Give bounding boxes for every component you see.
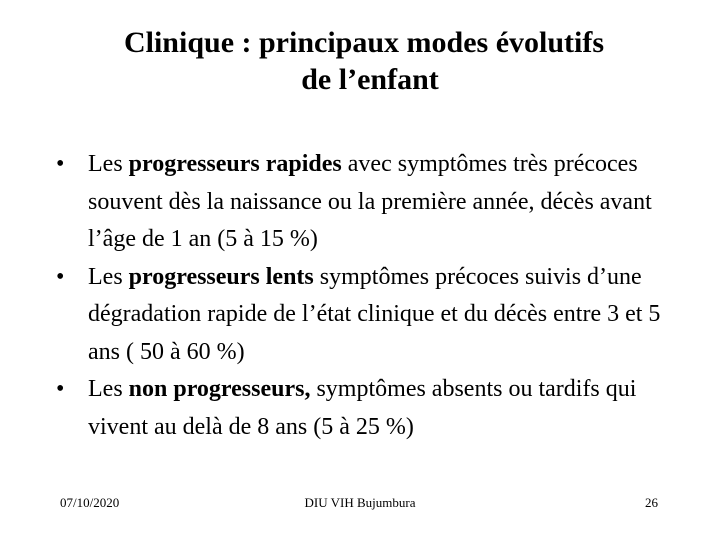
bullet-list [56, 146, 676, 446]
bullet-dot-icon: • [56, 151, 65, 177]
bullet-item-slow-progressors [56, 259, 676, 372]
bullet-item-rapid-progressors [56, 146, 676, 259]
slide-title-line-1: Clinique : principaux modes évolutifs [123, 26, 605, 59]
slide-title-line-2: de l’enfant [301, 63, 439, 96]
bullet-bold-term: non progresseurs, [128, 376, 311, 402]
bullet-dot-icon: • [56, 376, 65, 402]
footer-date: 07/10/2020 [60, 495, 120, 510]
footer-center-text: DIU VIH Bujumbura [304, 495, 416, 510]
bullet-prefix: Les [88, 376, 129, 402]
bullet-prefix: Les [88, 151, 129, 177]
bullet-dot-icon: • [56, 263, 65, 290]
bullet-text: avec symptômes très précoces souvent dès la naissance ou la première année, décès avant l’âge de 1 an (5 à 15 %) [88, 151, 652, 252]
bullet-prefix: Les [88, 263, 129, 290]
footer-page-number: 26 [645, 495, 658, 510]
bullet-item-non-progressors [56, 371, 676, 446]
bullet-text: symptômes absents ou tardifs qui vivent au delà de 8 ans (5 à 25 %) [88, 376, 637, 440]
bullet-text: symptômes précoces suivis d’une dégradation rapide de l’état clinique et du décès entre 3 et 5 ans ( 50 à 60 %) [88, 263, 661, 365]
slide-title [0, 24, 720, 98]
bullet-bold-term: progresseurs rapides [128, 151, 342, 177]
bullet-bold-term: progresseurs lents [128, 263, 314, 290]
